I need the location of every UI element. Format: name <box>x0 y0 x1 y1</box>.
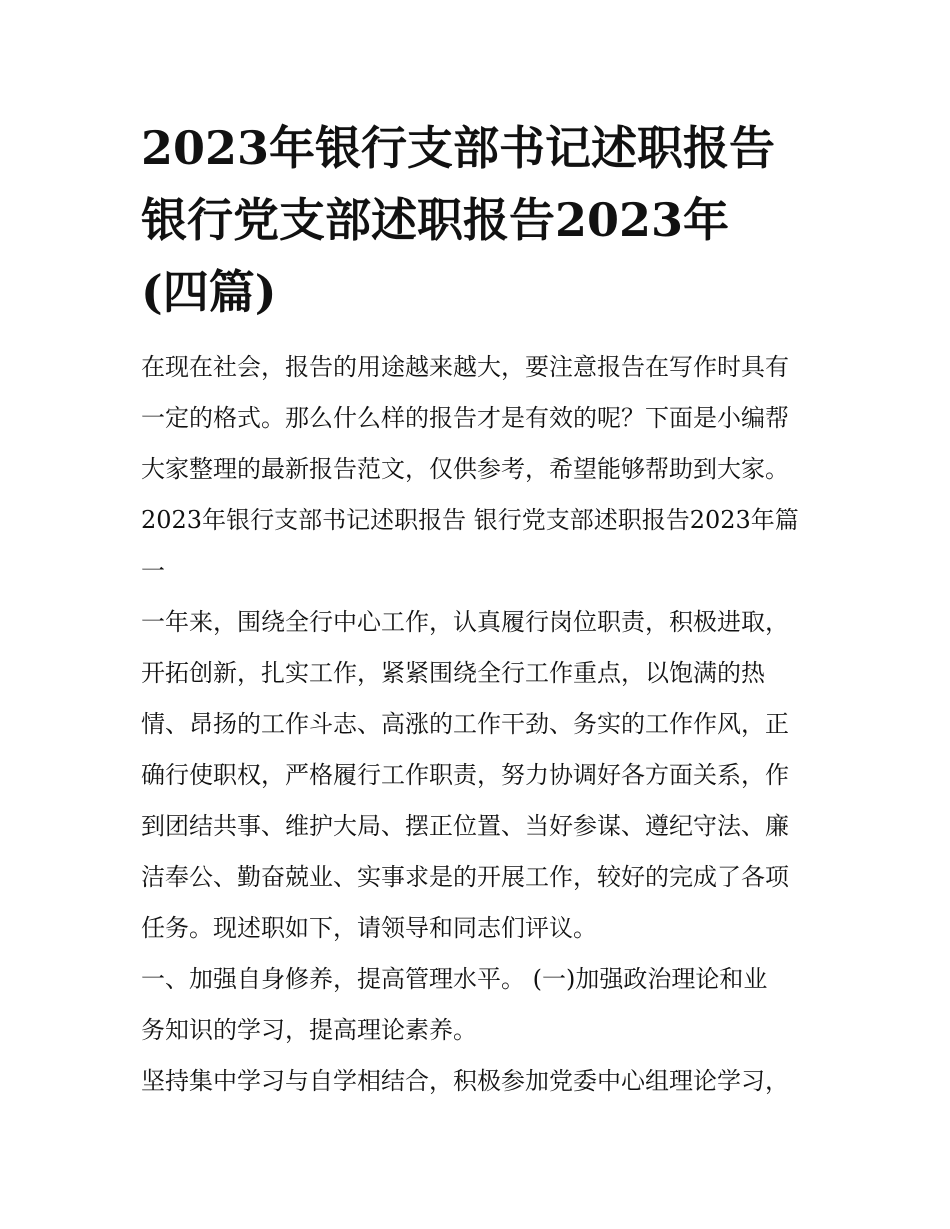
body-paragraph <box>141 597 813 954</box>
paragraph-line: 开拓创新，扎实工作，紧紧围绕全行工作重点，以饱满的热 <box>141 659 765 687</box>
paragraph-line: 一、加强自身修养，提高管理水平。 (一)加强政治理论和业 <box>141 965 768 993</box>
paragraph-line: 务知识的学习，提高理论素养。 <box>141 1016 477 1044</box>
paragraph-line: 一定的格式。那么什么样的报告才是有效的呢？下面是小编帮 <box>141 404 789 432</box>
paragraph-line: 一年来，围绕全行中心工作，认真履行岗位职责，积极进取， <box>141 608 789 636</box>
document-title <box>141 112 813 328</box>
paragraph-line: 坚持集中学习与自学相结合，积极参加党委中心组理论学习， <box>141 1067 789 1095</box>
paragraph-line: 洁奉公、勤奋兢业、实事求是的开展工作，较好的完成了各项 <box>141 863 789 891</box>
body-paragraph <box>141 1056 813 1107</box>
paragraph-line: 到团结共事、维护大局、摆正位置、当好参谋、遵纪守法、廉 <box>141 812 789 840</box>
document-page <box>141 112 813 1107</box>
intro-paragraph <box>141 342 813 597</box>
paragraph-line: 情、昂扬的工作斗志、高涨的工作干劲、务实的工作作风，正 <box>141 710 789 738</box>
title-line: (四篇) <box>141 265 277 319</box>
paragraph-line: 确行使职权，严格履行工作职责，努力协调好各方面关系，作 <box>141 761 789 789</box>
title-line: 银行党支部述职报告2023年 <box>141 193 730 247</box>
paragraph-line: 在现在社会，报告的用途越来越大，要注意报告在写作时具有 <box>141 353 789 381</box>
paragraph-line: 大家整理的最新报告范文，仅供参考，希望能够帮助到大家。 <box>141 455 789 483</box>
paragraph-line: 一 <box>141 557 165 585</box>
title-line: 2023年银行支部书记述职报告 <box>141 121 776 175</box>
paragraph-line: 2023年银行支部书记述职报告 银行党支部述职报告2023年篇 <box>141 506 799 534</box>
paragraph-line: 任务。现述职如下，请领导和同志们评议。 <box>141 914 597 942</box>
section-heading-paragraph <box>141 954 813 1056</box>
